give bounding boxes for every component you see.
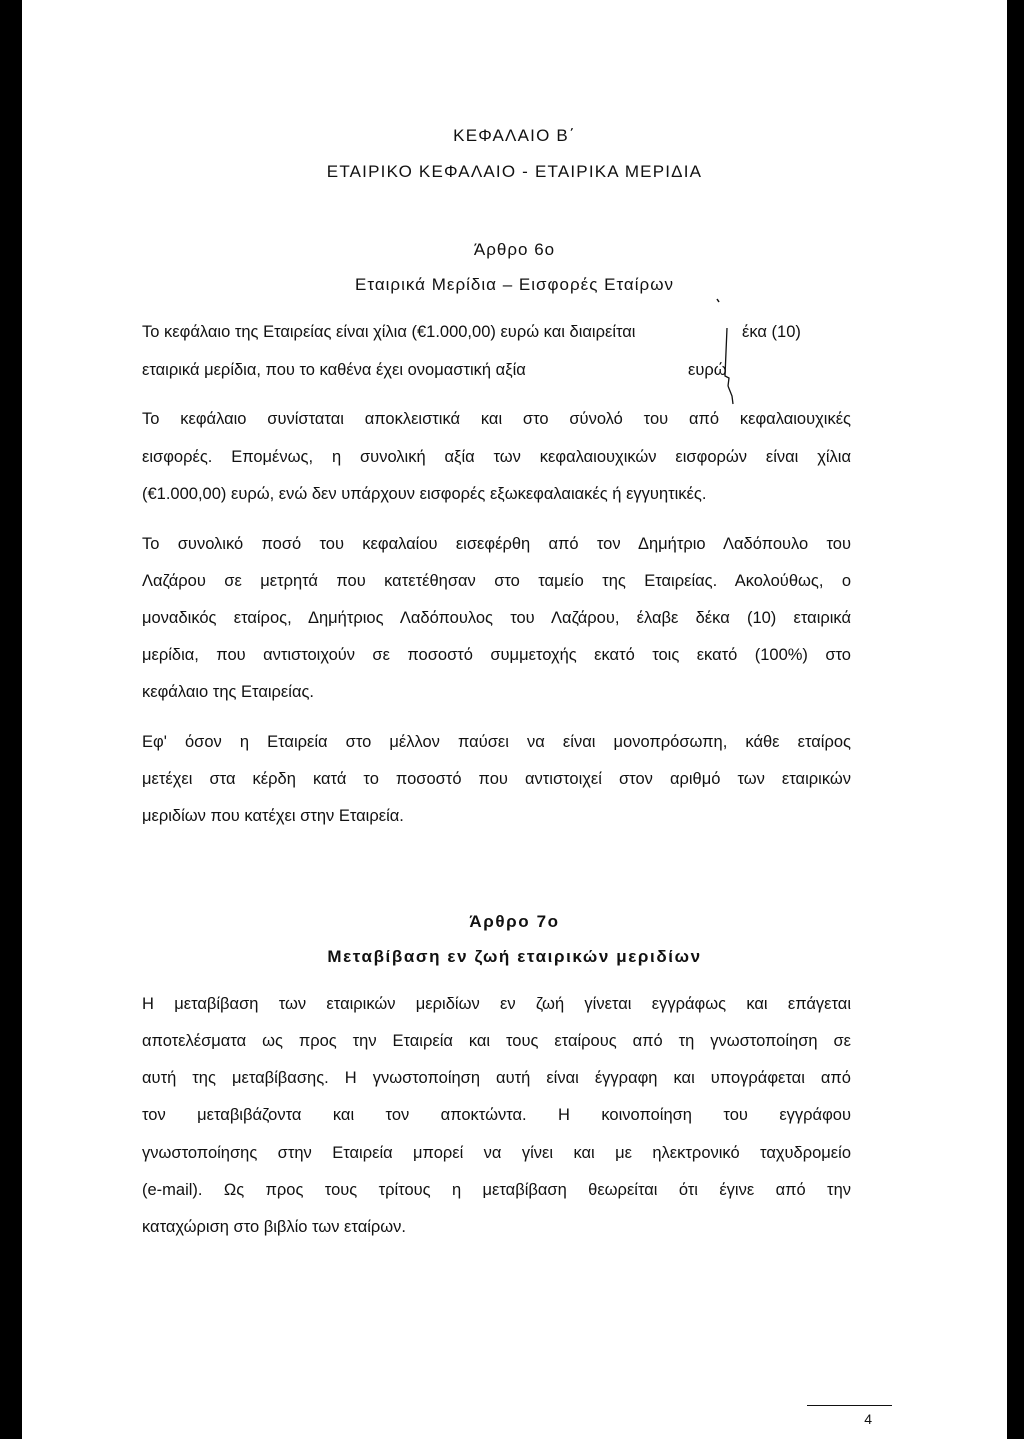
- paragraph-line: μερίδια, που αντιστοιχούν σε ποσοστό συμμετοχής εκατό τοις εκατό (100%) στο: [142, 646, 851, 664]
- paragraph-line: Το κεφάλαιο της Εταιρείας είναι χίλια (€1.000,00) ευρώ και διαιρείται: [142, 323, 636, 341]
- article-6-title: Εταιρικά Μερίδια – Εισφορές Εταίρων: [355, 275, 674, 294]
- chapter-title: ΕΤΑΙΡΙΚΟ ΚΕΦΑΛΑΙΟ - ΕΤΑΙΡΙΚΑ ΜΕΡΙΔΙΑ: [326, 162, 703, 181]
- paragraph-line: Λαζάρου σε μετρητά που κατετέθησαν στο ταμείο της Εταιρείας. Ακολούθως, ο: [142, 572, 851, 590]
- paragraph-line: μετέχει στα κέρδη κατά το ποσοστό που αντιστοιχεί στον αριθμό των εταιρικών: [142, 770, 851, 788]
- paragraph-line: έκα (10): [742, 323, 801, 341]
- handwritten-mark: [712, 296, 742, 406]
- paragraph-line: (€1.000,00) ευρώ, ενώ δεν υπάρχουν εισφορές εξωκεφαλαιακές ή εγγυητικές.: [142, 485, 707, 503]
- paragraph-line: κεφάλαιο της Εταιρείας.: [142, 683, 315, 701]
- paragraph-line: ευρώ: [688, 361, 727, 379]
- chapter-number: ΚΕΦΑΛΑΙΟ Β΄: [453, 126, 576, 145]
- paragraph-line: αυτή της μεταβίβασης. Η γνωστοποίηση αυτή είναι έγγραφη και υπογράφεται από: [142, 1069, 851, 1087]
- paragraph-line: μοναδικός εταίρος, Δημήτριος Λαδόπουλος του Λαζάρου, έλαβε δέκα (10) εταιρικά: [142, 609, 851, 627]
- paragraph-line: (e-mail). Ως προς τους τρίτους η μεταβίβαση θεωρείται ότι έγινε από την: [142, 1181, 851, 1199]
- paragraph-line: Εφ' όσον η Εταιρεία στο μέλλον παύσει να είναι μονοπρόσωπη, κάθε εταίρος: [142, 733, 851, 751]
- paragraph-line: μεριδίων που κατέχει στην Εταιρεία.: [142, 807, 404, 825]
- paragraph-line: Το κεφάλαιο συνίσταται αποκλειστικά και στο σύνολό του από κεφαλαιουχικές: [142, 410, 851, 428]
- paragraph-line: Το συνολικό ποσό του κεφαλαίου εισεφέρθη από τον Δημήτριο Λαδόπουλο του: [142, 535, 851, 553]
- article-7-title: Μεταβίβαση εν ζωή εταιρικών μεριδίων: [327, 947, 702, 966]
- paragraph-line: αποτελέσματα ως προς την Εταιρεία και τους εταίρους από τη γνωστοποίηση σε: [142, 1032, 851, 1050]
- paragraph-line: γνωστοποίησης στην Εταιρεία μπορεί να γίνει και με ηλεκτρονικό ταχυδρομείο: [142, 1144, 851, 1162]
- document-page: [22, 0, 1007, 1439]
- paragraph-line: εισφορές. Επομένως, η συνολική αξία των κεφαλαιουχικών εισφορών είναι χίλια: [142, 448, 851, 466]
- article-6-number: Άρθρο 6ο: [473, 240, 556, 259]
- paragraph-line: εταιρικά μερίδια, που το καθένα έχει ονομαστική αξία: [142, 361, 526, 379]
- paragraph-line: καταχώριση στο βιβλίο των εταίρων.: [142, 1218, 407, 1236]
- paragraph-line: τον μεταβιβάζοντα και τον αποκτώντα. Η κοινοποίηση του εγγράφου: [142, 1106, 851, 1124]
- page-number: 4: [864, 1411, 872, 1427]
- footer-rule: [807, 1405, 892, 1406]
- paragraph-line: Η μεταβίβαση των εταιρικών μεριδίων εν ζωή γίνεται εγγράφως και επάγεται: [142, 995, 851, 1013]
- article-7-number: Άρθρο 7ο: [469, 912, 560, 931]
